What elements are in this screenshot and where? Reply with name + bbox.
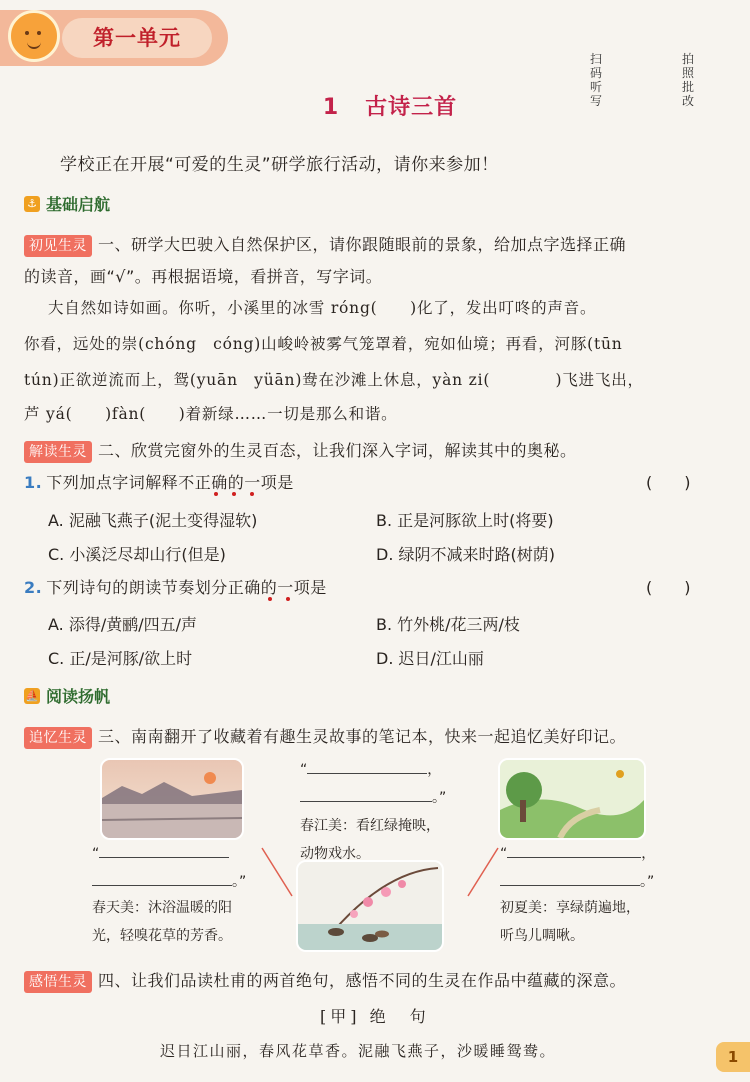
spring-river-answer-block[interactable]: “ ， 。”: [300, 756, 450, 812]
poem-line: 迟日江山丽，春风花草香。泥融飞燕子，沙暖睡鸳鸯。: [160, 1042, 557, 1060]
q2-item-1: 1. 下列加点字词解释不正确的一项是: [24, 473, 294, 492]
tag-interpret: 解读生灵: [24, 441, 92, 463]
q1-paragraph-line-3: tún)正欲逆流而上，鸳(yuān yüān)鸯在沙滩上休息，yàn zi( )飞进飞出，: [24, 371, 644, 389]
green-hills-picture: [498, 758, 646, 840]
photo-grading-link[interactable]: 拍照批改: [682, 52, 695, 108]
scan-dictation-link[interactable]: 扫码听写: [590, 52, 603, 108]
q2-item-2: 2. 下列诗句的朗读节奏划分正确的一项是: [24, 578, 327, 597]
question-3-stem: 追忆生灵 三、南南翻开了收藏着有趣生灵故事的笔记本，快来一起追忆美好印记。: [24, 724, 734, 749]
sail-icon: ⛵: [25, 688, 39, 702]
question-1-stem: 初见生灵 一、研学大巴驶入自然保护区，请你跟随眼前的景象，给加点字选择正确: [24, 232, 734, 257]
question-1-stem-2: 的读音，画“√”。再根据语境，看拼音，写字词。: [24, 267, 383, 286]
tag-first-meet: 初见生灵: [24, 235, 92, 257]
q2-2-option-b[interactable]: B. 竹外桃/花三两/枝: [376, 615, 520, 634]
lesson-title: 1 古诗三首: [322, 95, 458, 120]
q1-paragraph-line-2: 你看，远处的崇(chóng cóng)山峻岭被雾气笼罩着，宛如仙境；再看，河豚(tūn: [24, 335, 623, 353]
summer-caption: 初夏美：享绿荫遍地， 听鸟儿啁啾。: [500, 900, 640, 944]
q2-item-2-answer[interactable]: ( ): [646, 578, 691, 597]
q1-paragraph-line-1: 大自然如诗如画。你听，小溪里的冰雪 róng( )化了，发出叮咚的声音。: [48, 299, 597, 317]
q2-1-option-b[interactable]: B. 正是河豚欲上时(将要): [376, 511, 554, 530]
question-4-stem: 感悟生灵 四、让我们品读杜甫的两首绝句，感悟不同的生灵在作品中蕴藏的深意。: [24, 968, 734, 993]
poem-title: [甲] 绝 句: [320, 1007, 430, 1026]
q2-2-option-a[interactable]: A. 添得/黄鹂/四五/声: [48, 615, 198, 634]
sun-mascot-icon: [8, 10, 60, 62]
q2-1-option-c[interactable]: C. 小溪泛尽却山行(但是): [48, 545, 226, 564]
q1-paragraph-line-4: 芦 yá( )fàn( )着新绿……一切是那么和谐。: [24, 405, 398, 423]
q2-item-1-answer[interactable]: ( ): [646, 473, 691, 492]
q2-1-option-a[interactable]: A. 泥融飞燕子(泥土变得湿软): [48, 511, 258, 530]
q2-2-option-d[interactable]: D. 迟日/江山丽: [376, 649, 484, 668]
tag-appreciate: 感悟生灵: [24, 971, 92, 993]
section-reading-header: ⛵ 阅读扬帆: [25, 687, 111, 706]
misty-lake-picture: [100, 758, 244, 840]
q2-1-option-d[interactable]: D. 绿阴不减来时路(树荫): [376, 545, 555, 564]
spring-day-caption: 春天美：沐浴温暖的阳 光，轻嗅花草的芳香。: [92, 900, 232, 944]
summer-answer-block[interactable]: “ ， 。”: [500, 840, 680, 896]
activity-intro: 学校正在开展“可爱的生灵”研学旅行活动，请你来参加！: [60, 155, 499, 175]
unit-label: 第一单元: [62, 18, 212, 58]
tag-recall: 追忆生灵: [24, 727, 92, 749]
page-number: 1: [716, 1042, 750, 1072]
spring-day-answer-block[interactable]: “ 。”: [92, 840, 262, 896]
spring-river-caption: 春江美：看红绿掩映， 动物戏水。: [300, 818, 440, 862]
section-basic-header: ⚓ 基础启航: [24, 192, 110, 215]
question-2-stem: 解读生灵 二、欣赏完窗外的生灵百态，让我们深入字词，解读其中的奥秘。: [24, 438, 734, 463]
q2-2-option-c[interactable]: C. 正/是河豚/欲上时: [48, 649, 193, 668]
anchor-icon: ⚓: [24, 196, 40, 212]
